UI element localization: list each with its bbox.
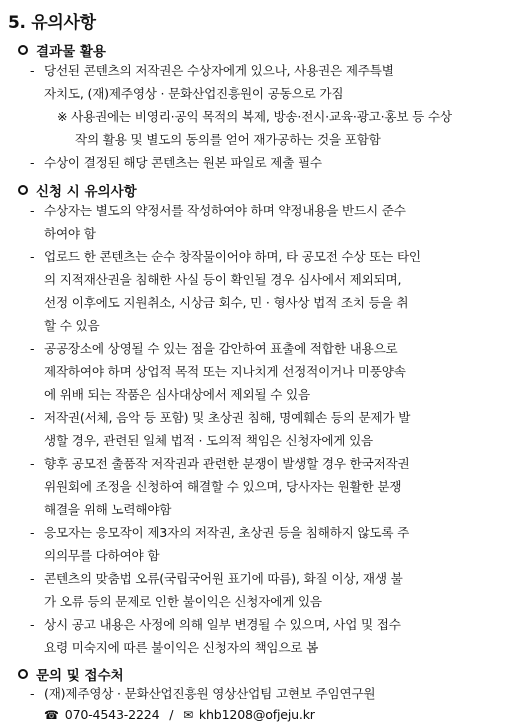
section-heading-contact: 문의 및 접수처	[18, 664, 124, 684]
body-line: 수상자는 별도의 약정서를 작성하여야 하며 약정내용을 반드시 준수	[44, 203, 406, 218]
body-line: 콘텐츠의 맞춤법 오류(국립국어원 표기에 따름), 화질 이상, 재생 불	[44, 571, 403, 586]
contact-org-line: (재)제주영상 · 문화산업진흥원 영상산업팀 고현보 주임연구원	[44, 686, 376, 701]
body-line: 해결을 위해 노력해야함	[44, 502, 172, 517]
circle-bullet-icon	[18, 185, 28, 195]
dash-bullet: -	[30, 63, 35, 78]
contact-line	[44, 707, 315, 723]
phone-icon: ☎	[44, 708, 59, 722]
dash-bullet: -	[30, 617, 35, 632]
body-line: 생할 경우, 관련된 일체 법적 · 도의적 책임은 신청자에게 있음	[44, 433, 374, 448]
email-address: khb1208@ofjeju.kr	[198, 707, 315, 722]
body-line: 하여야 함	[44, 226, 96, 241]
dash-bullet: -	[30, 203, 35, 218]
body-line: 저작권(서체, 음악 등 포함) 및 초상권 침해, 명예훼손 등의 문제가 발	[44, 410, 411, 425]
dash-bullet: -	[30, 686, 35, 701]
dash-bullet: -	[30, 249, 35, 264]
body-line: 공공장소에 상영될 수 있는 점을 감안하여 표출에 적합한 내용으로	[44, 341, 398, 356]
body-line: 수상이 결정된 해당 콘텐츠는 원본 파일로 제출 필수	[44, 155, 322, 170]
circle-bullet-icon	[18, 669, 28, 679]
body-line: 향후 공모전 출품작 저작권과 관련한 분쟁이 발생할 경우 한국저작권	[44, 456, 410, 471]
dash-bullet: -	[30, 341, 35, 356]
note-line: 작의 활용 및 별도의 동의를 얻어 재가공하는 것을 포함함	[75, 132, 381, 147]
body-line: 에 위배 되는 작품은 심사대상에서 제외될 수 있음	[44, 387, 310, 402]
body-line: 가 오류 등의 문제로 인한 불이익은 신청자에게 있음	[44, 594, 322, 609]
dash-bullet: -	[30, 410, 35, 425]
mail-icon: ✉	[183, 708, 193, 722]
body-line: 제작하여야 하며 상업적 목적 또는 지나치게 선정적이거나 미풍양속	[44, 364, 406, 379]
body-line: 의 지적재산권을 침해한 사실 등이 확인될 경우 심사에서 제외되며,	[44, 272, 402, 287]
body-line: 의의무를 다하여야 함	[44, 548, 160, 563]
dash-bullet: -	[30, 525, 35, 540]
section-heading-application-notes: 신청 시 유의사항	[18, 180, 137, 200]
circle-bullet-icon	[18, 45, 28, 55]
body-line: 상시 공고 내용은 사정에 의해 일부 변경될 수 있으며, 사업 및 접수	[44, 617, 401, 632]
contact-separator: /	[169, 707, 174, 722]
body-line: 업로드 한 콘텐츠는 순수 창작물이어야 하며, 타 공모전 수상 또는 타인	[44, 249, 421, 264]
page-title: 5. 유의사항	[8, 13, 96, 33]
body-line: 할 수 있음	[44, 318, 100, 333]
body-line: 선정 이후에도 지원취소, 시상금 회수, 민 · 형사상 법적 조치 등을 취	[44, 295, 409, 310]
body-line: 자치도, (재)제주영상 · 문화산업진흥원이 공동으로 가짐	[44, 86, 344, 101]
note-line: ※ 사용권에는 비영리·공익 목적의 복제, 방송·전시·교육·광고·홍보 등 수상	[57, 109, 452, 124]
section-heading-usage: 결과물 활용	[18, 40, 106, 60]
body-line: 응모자는 응모작이 제3자의 저작권, 초상권 등을 침해하지 않도록 주	[44, 525, 410, 540]
body-line: 요령 미숙지에 따른 불이익은 신청자의 책임으로 봄	[44, 640, 319, 655]
body-line: 위원회에 조정을 신청하여 해결할 수 있으며, 당사자는 원활한 분쟁	[44, 479, 402, 494]
phone-number: 070-4543-2224	[64, 707, 160, 722]
dash-bullet: -	[30, 571, 35, 586]
dash-bullet: -	[30, 155, 35, 170]
body-line: 당선된 콘텐츠의 저작권은 수상자에게 있으나, 사용권은 제주특별	[44, 63, 394, 78]
dash-bullet: -	[30, 456, 35, 471]
